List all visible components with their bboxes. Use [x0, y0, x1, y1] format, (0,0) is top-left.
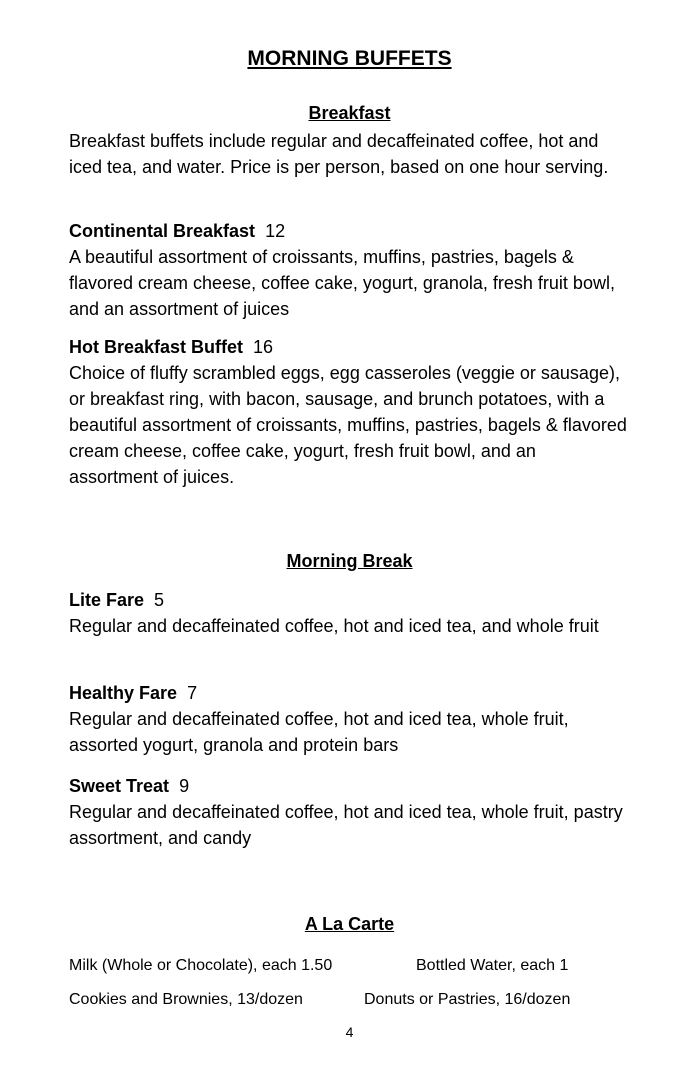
section-heading-a-la-carte: A La Carte	[304, 914, 395, 934]
a-la-carte-item: Milk (Whole or Chocolate), each 1.50	[69, 957, 333, 974]
menu-item-header	[69, 680, 629, 706]
menu-item-name: Sweet Treat	[69, 776, 170, 796]
a-la-carte-item: Donuts or Pastries, 16/dozen	[364, 991, 571, 1008]
menu-item-description: A beautiful assortment of croissants, muffins, pastries, bagels & flavored cream cheese, coffee cake, yogurt, granola, fresh fruit bowl, and an assortment of juices	[69, 247, 615, 319]
menu-item-header	[69, 334, 629, 360]
menu-item-price: 5	[154, 590, 165, 610]
page-title: MORNING BUFFETS	[247, 47, 452, 70]
a-la-carte-item: Bottled Water, each 1	[416, 957, 569, 974]
menu-item-sweet-treat	[69, 773, 629, 851]
menu-item-name: Lite Fare	[69, 590, 145, 610]
menu-item-price: 7	[187, 683, 198, 703]
menu-item-healthy-fare	[69, 680, 629, 758]
menu-item-name: Hot Breakfast Buffet	[69, 337, 244, 357]
menu-item-name: Healthy Fare	[69, 683, 178, 703]
menu-item-description: Regular and decaffeinated coffee, hot and iced tea, whole fruit, assorted yogurt, granola and protein bars	[69, 709, 569, 755]
menu-item-lite-fare	[69, 587, 629, 639]
menu-item-description: Choice of fluffy scrambled eggs, egg casseroles (veggie or sausage), or breakfast ring, with bacon, sausage, and brunch potatoes, with a beautiful assortment of croissants, muffins, pastries, bagels & flavored cream cheese, coffee cake, yogurt, fresh fruit bowl, and an assortment of juices.	[69, 363, 627, 487]
breakfast-intro: Breakfast buffets include regular and decaffeinated coffee, hot and iced tea, and water. Price is per person, based on one hour serving.	[69, 131, 609, 177]
page-number: 4	[345, 1024, 354, 1040]
menu-item-description: Regular and decaffeinated coffee, hot and iced tea, whole fruit, pastry assortment, and candy	[69, 802, 623, 848]
menu-item-header	[69, 587, 629, 613]
menu-item-hot-breakfast-buffet	[69, 334, 629, 490]
section-heading-breakfast: Breakfast	[308, 103, 391, 123]
menu-item-price: 9	[179, 776, 190, 796]
section-heading-morning-break: Morning Break	[286, 551, 413, 571]
menu-item-description: Regular and decaffeinated coffee, hot and iced tea, and whole fruit	[69, 616, 599, 636]
menu-item-price: 16	[253, 337, 274, 357]
menu-item-name: Continental Breakfast	[69, 221, 256, 241]
menu-item-header	[69, 218, 629, 244]
a-la-carte-item: Cookies and Brownies, 13/dozen	[69, 991, 303, 1008]
menu-item-header	[69, 773, 629, 799]
menu-item-price: 12	[265, 221, 286, 241]
menu-item-continental-breakfast	[69, 218, 629, 322]
